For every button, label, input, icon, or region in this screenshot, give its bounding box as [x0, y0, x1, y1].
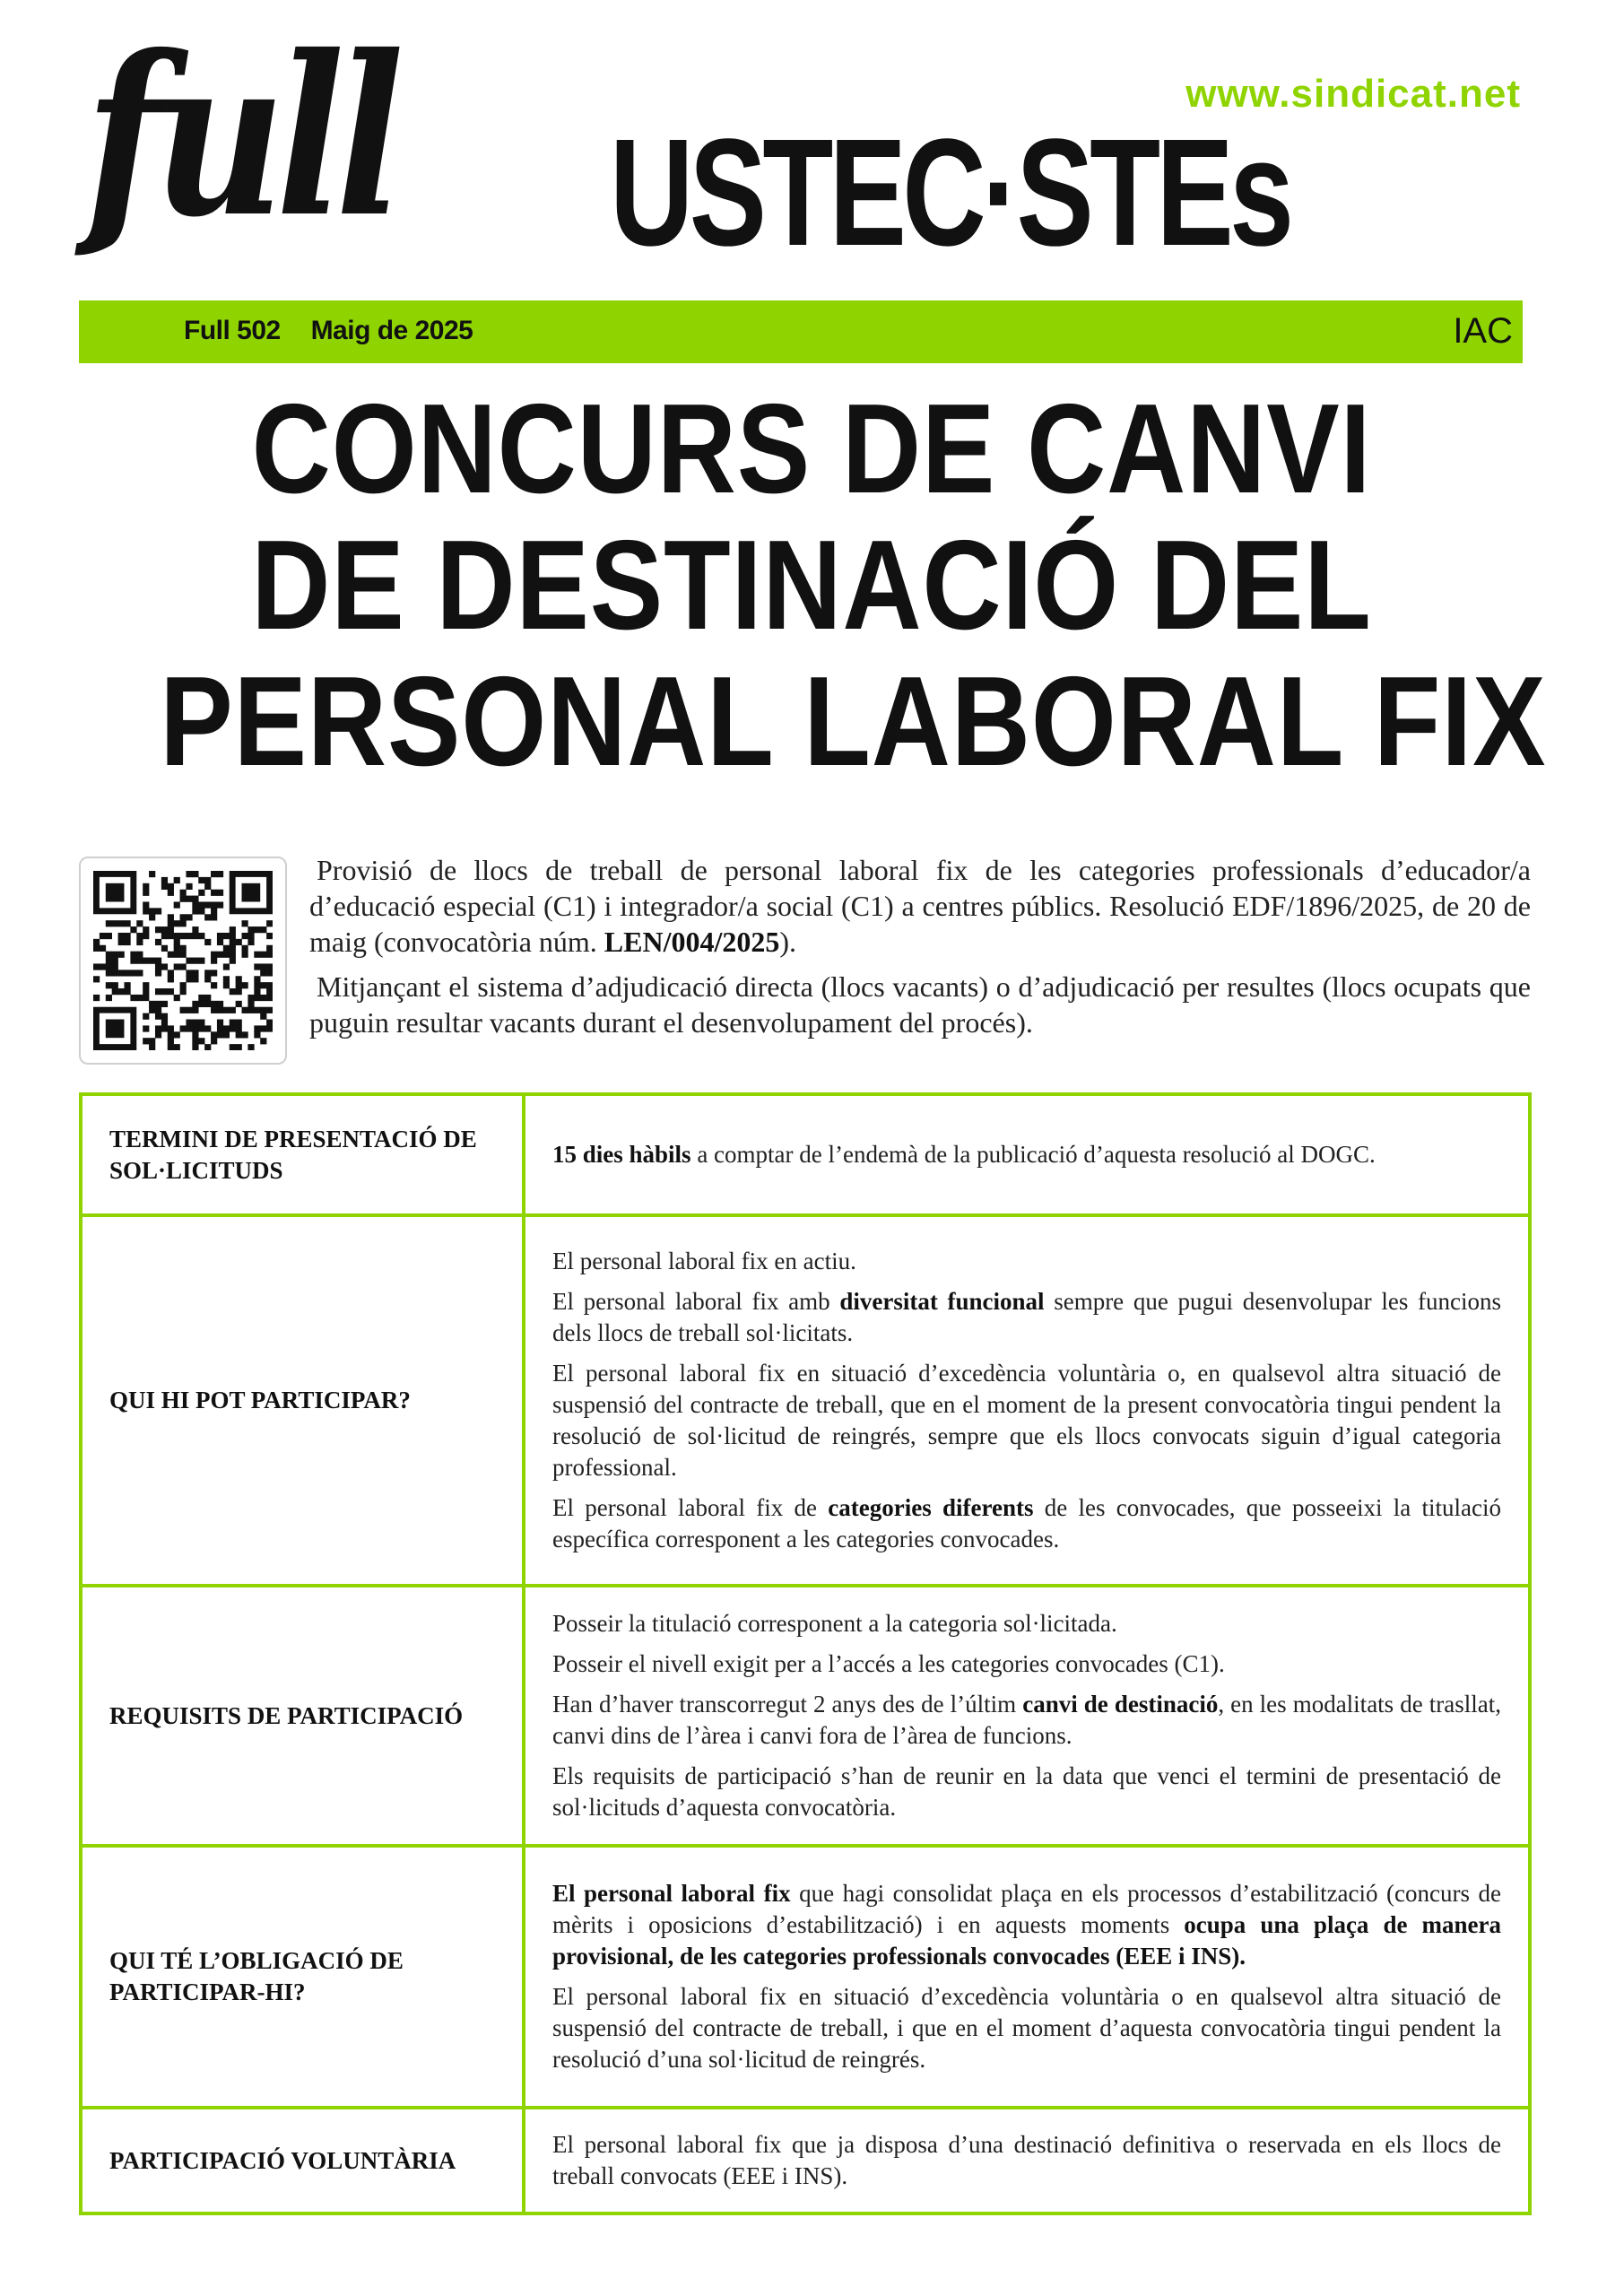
- issue-number: Full 502: [184, 316, 281, 345]
- obl-p1-a: El personal laboral fix: [552, 1880, 791, 1907]
- requisits-paragraph: [552, 1689, 1501, 1752]
- row-label-termini: TERMINI DE PRESENTACIÓ DE SOL·LICITUDS: [81, 1094, 524, 1215]
- table-row: [81, 1846, 1530, 2108]
- row-content-voluntaria: [524, 2108, 1530, 2213]
- section-label: IAC: [1453, 311, 1513, 351]
- info-table: [79, 1092, 1532, 2215]
- title-line-3: PERSONAL LABORAL FIX: [160, 650, 1547, 793]
- qui-p4-c: de les convocades, que posseeixi la titulació específica corresponent a les categories convocades.: [552, 1494, 1501, 1552]
- qui-p4-b: categories diferents: [828, 1494, 1034, 1521]
- requisits-paragraph: Posseir la titulació corresponent a la categoria sol·licitada.: [552, 1610, 1117, 1637]
- intro-p1-end: ).: [779, 926, 797, 958]
- table-row: [81, 1586, 1530, 1846]
- qr-code-icon[interactable]: [79, 857, 287, 1065]
- masthead: [0, 0, 1624, 377]
- intro-paragraph-1: [309, 852, 1531, 960]
- intro-paragraph-2: Mitjançant el sistema d’adjudicació directa (llocs vacants) o d’adjudicació per resultes (llocs ocupats que puguin resultar vacants durant el desenvolupament del procés).: [309, 970, 1531, 1039]
- qui-paragraph: El personal laboral fix en situació d’excedència voluntària o, en qualsevol altra situació de suspensió del contracte de treball, que en el moment de la present convocatòria tingui pendent la resolució de sol·licitud de reingrés, sempre que els llocs convocats siguin d’igual categoria professional.: [552, 1360, 1501, 1481]
- qui-paragraph: [552, 1492, 1501, 1555]
- intro-text: [309, 852, 1531, 1049]
- termini-days: 15 dies hàbils: [552, 1141, 691, 1168]
- row-label-requisits: REQUISITS DE PARTICIPACIÓ: [81, 1586, 524, 1846]
- obl-p1-c: ocupa una plaça de manera provisional, de les categories professionals convocades (EEE i INS).: [552, 1911, 1502, 1970]
- qui-p4-a: El personal laboral fix de: [552, 1494, 829, 1521]
- req-p3-a: Han d’haver transcorregut 2 anys des de l’últim: [552, 1691, 1023, 1718]
- title-line-1: CONCURS DE CANVI: [251, 378, 1372, 520]
- qui-paragraph: El personal laboral fix en actiu.: [552, 1248, 856, 1274]
- row-content-obligacio: [524, 1846, 1530, 2108]
- requisits-paragraph: Els requisits de participació s’han de reunir en la data que venci el termini de presentació de sol·licituds d’aquesta convocatòria.: [552, 1762, 1501, 1821]
- issue-date: Maig de 2025: [310, 316, 473, 345]
- row-content-termini: [524, 1094, 1530, 1215]
- obl-p1-b: que hagi consolidat plaça en els processos d’estabilització (concurs de mèrits i oposicions d’estabilització) i en aquests moments: [552, 1880, 1501, 1938]
- row-content-qui: [524, 1215, 1530, 1586]
- qui-p2-c: sempre que pugui desenvolupar les funcions dels llocs de treball sol·licitats.: [552, 1288, 1501, 1346]
- qui-p2-b: diversitat funcional: [839, 1288, 1045, 1315]
- title-line-2: DE DESTINACIÓ DEL: [251, 514, 1372, 657]
- qui-paragraph: [552, 1286, 1501, 1349]
- qui-p2-a: El personal laboral fix amb: [552, 1288, 840, 1315]
- qr-code-graphic: [93, 871, 273, 1050]
- table-row: [81, 1094, 1530, 1215]
- logo-organization: USTEC·STEs: [610, 108, 1290, 278]
- req-p3-b: canvi de destinació: [1022, 1691, 1219, 1718]
- obligacio-paragraph: El personal laboral fix en situació d’excedència voluntària o en qualsevol altra situació de suspensió del contracte de treball, i que en el moment d’aquesta convocatòria tingui pendent la resolució d’una sol·licitud de reingrés.: [552, 1983, 1501, 2073]
- table-row: [81, 1215, 1530, 1586]
- issue-info: [184, 316, 496, 346]
- page-title: [54, 378, 1569, 793]
- logo-full: full: [85, 7, 395, 265]
- termini-text: a comptar de l’endemà de la publicació d’aquesta resolució al DOGC.: [690, 1141, 1376, 1168]
- intro-p1-text: Provisió de llocs de treball de personal laboral fix de les categories professionals d’educador/a d’educació especial (C1) i integrador/a social (C1) a centres públics. Resolució EDF/1896/2025, de 20 de maig (convocatòria núm.: [309, 854, 1531, 958]
- row-content-requisits: [524, 1586, 1530, 1846]
- row-label-obligacio: QUI TÉ L’OBLIGACIÓ DE PARTICIPAR-HI?: [81, 1846, 524, 2108]
- website-link[interactable]: www.sindicat.net: [1185, 72, 1521, 116]
- convocation-number: LEN/004/2025: [604, 926, 780, 958]
- table-row: [81, 2108, 1530, 2213]
- row-label-voluntaria: PARTICIPACIÓ VOLUNTÀRIA: [81, 2108, 524, 2213]
- row-label-qui: QUI HI POT PARTICIPAR?: [81, 1215, 524, 1586]
- voluntaria-paragraph: El personal laboral fix que ja disposa d’una destinació definitiva o reservada en els llocs de treball convocats (EEE i INS).: [552, 2131, 1501, 2189]
- requisits-paragraph: Posseir el nivell exigit per a l’accés a les categories convocades (C1).: [552, 1650, 1225, 1677]
- obligacio-paragraph: [552, 1878, 1501, 1972]
- req-p3-c: , en les modalitats de trasllat, canvi dins de l’àrea i canvi fora de l’àrea de funcions.: [552, 1691, 1501, 1749]
